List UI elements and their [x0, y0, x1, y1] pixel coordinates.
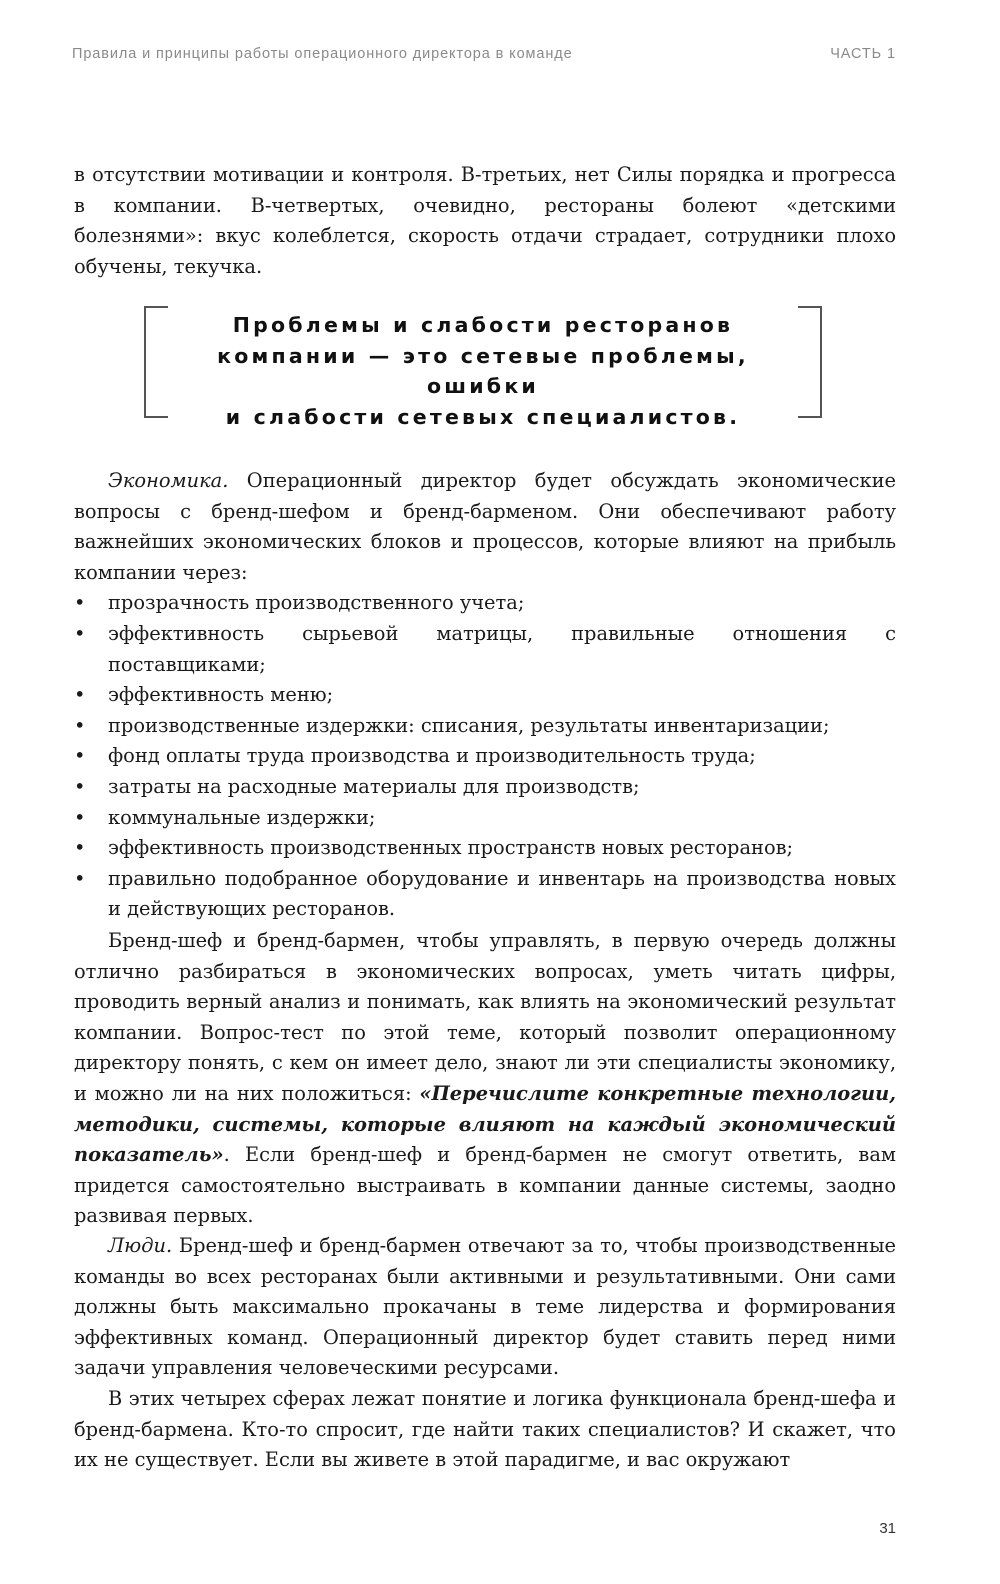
- list-item: • фонд оплаты труда производства и производительность труда;: [74, 741, 896, 772]
- list-item: • правильно подобранное оборудование и инвентарь на производства новых и действующих ресторанов.: [74, 864, 896, 925]
- brand-chef-text-before: Бренд-шеф и бренд-бармен, чтобы управлять, в первую очередь должны отлично разбираться в экономических вопросах, уметь читать цифры, проводить верный анализ и понимать, как влиять на экономический результат компании. Вопрос-тест по этой теме, который позволит операционному директору понять, с кем он имеет дело, знают ли эти специалисты экономику, и можно ли на них положиться:: [74, 929, 896, 1105]
- list-item: • прозрачность производственного учета;: [74, 588, 896, 619]
- economics-intro-text: Операционный директор будет обсуждать экономические вопросы с бренд-шефом и бренд-барменом. Они обеспечивают работу важнейших экономических блоков и процессов, которые влияют на прибыль компании через:: [74, 469, 896, 584]
- section-people: [74, 1231, 896, 1476]
- brand-chef-text-after: . Если бренд-шеф и бренд-бармен не смогут ответить, вам придется самостоятельно выстраивать в компании данные системы, заодно развивая первых.: [74, 1143, 896, 1228]
- left-bracket: [144, 306, 168, 418]
- paragraph-intro-text: в отсутствии мотивации и контроля. В-третьих, нет Силы порядка и прогресса в компании. В-четвертых, очевидно, рестораны болеют «детскими болезнями»: вкус колеблется, скорость отдачи страдает, сотрудники плохо обучены, текучка.: [74, 163, 896, 278]
- economics-intro: [74, 466, 896, 588]
- list-item: • эффективность производственных пространств новых ресторанов;: [74, 833, 896, 864]
- economics-list: [74, 588, 896, 925]
- page-number: 31: [879, 1520, 896, 1537]
- list-item: • эффективность меню;: [74, 680, 896, 711]
- section-economics: [74, 466, 896, 925]
- callout-text: [166, 310, 800, 432]
- list-item: • затраты на расходные материалы для производств;: [74, 772, 896, 803]
- list-item: • производственные издержки: списания, результаты инвентаризации;: [74, 711, 896, 742]
- callout-line-1: Проблемы и слабости ресторанов: [232, 313, 734, 337]
- header-title: Правила и принципы работы операционного директора в команде: [72, 46, 573, 62]
- paragraph-intro: [74, 160, 896, 282]
- header-part-label: ЧАСТЬ 1: [830, 46, 896, 62]
- people-text: Бренд-шеф и бренд-бармен отвечают за то, чтобы производственные команды во всех ресторанах были активными и результативными. Они сами должны быть максимально прокачаны в теме лидерства и формирования эффективных команд. Операционный директор будет ставить перед ними задачи управления человеческими ресурсами.: [74, 1234, 896, 1380]
- list-item: • эффективность сырьевой матрицы, правильные отношения с поставщиками;: [74, 619, 896, 680]
- callout-line-3: и слабости сетевых специалистов.: [225, 404, 741, 429]
- people-paragraph: [74, 1231, 896, 1384]
- economics-heading: Экономика.: [108, 469, 229, 492]
- paragraph-brand-chef-text: [74, 926, 896, 1232]
- paragraph-four-spheres: В этих четырех сферах лежат понятие и логика функционала бренд-шефа и бренд-бармена. Кто-то спросит, где найти таких специалистов? И скажет, что их не существует. Если вы живете в этой парадигме, и вас окружают: [74, 1386, 896, 1472]
- list-item: • коммунальные издержки;: [74, 803, 896, 834]
- callout-box: [144, 306, 822, 429]
- paragraph-brand-chef: [74, 926, 896, 1232]
- right-bracket: [798, 306, 822, 418]
- callout-line-2: компании — это сетевые проблемы, ошибки: [217, 343, 749, 399]
- people-heading: Люди.: [108, 1234, 173, 1257]
- test-question-emphasis: «Перечислите конкретные технологии, методики, системы, которые влияют на каждый экономический показатель»: [74, 1081, 896, 1167]
- running-header: [72, 46, 896, 70]
